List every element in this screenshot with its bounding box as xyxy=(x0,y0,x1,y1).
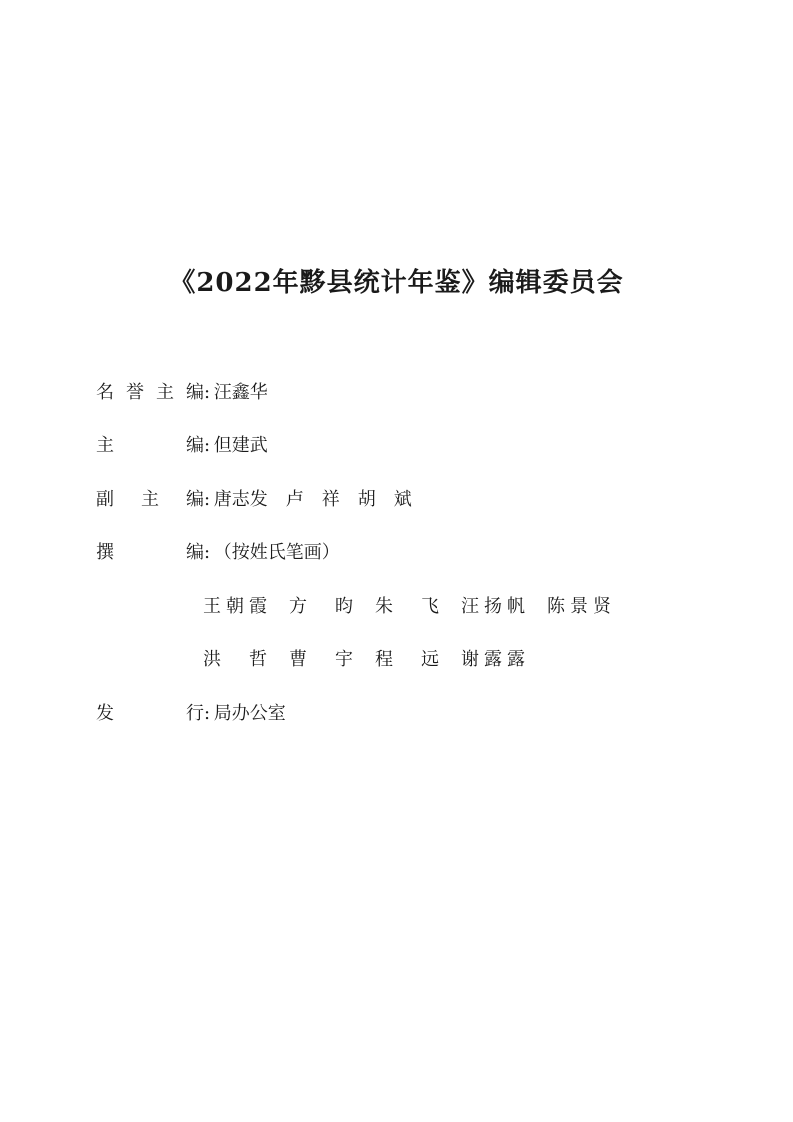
publisher-label: 发行 xyxy=(96,703,204,724)
writer-name: 谢露露 xyxy=(461,649,525,670)
honorary-editor-value: 汪鑫华 xyxy=(213,382,268,403)
chief-editor-value: 但建武 xyxy=(213,435,268,456)
colon: : xyxy=(204,703,211,724)
writers-label: 撰编 xyxy=(96,542,204,563)
writers-row xyxy=(96,541,340,565)
writer-name: 汪扬帆 xyxy=(461,596,525,617)
publisher-value: 局办公室 xyxy=(213,703,286,724)
colon: : xyxy=(204,489,211,510)
writers-names-row-2 xyxy=(203,648,525,672)
writers-names-row-1 xyxy=(203,595,611,619)
chief-editor-row xyxy=(96,434,268,458)
honorary-editor-label: 名誉主编 xyxy=(96,382,204,403)
colon: : xyxy=(204,542,211,563)
writer-name: 陈景贤 xyxy=(547,596,611,617)
colon: : xyxy=(204,382,211,403)
page-title: 《2022年黟县统计年鉴》编辑委员会 xyxy=(169,268,624,298)
honorary-editor-row xyxy=(96,381,268,405)
writer-name: 方 昀 xyxy=(289,596,353,617)
writer-name: 曹 宇 xyxy=(289,649,353,670)
deputy-editor-label: 副主编 xyxy=(96,489,204,510)
deputy-editor-value: 唐志发 卢 祥 胡 斌 xyxy=(213,489,412,510)
chief-editor-label: 主编 xyxy=(96,435,204,456)
writer-name: 朱 飞 xyxy=(375,596,439,617)
writer-name: 程 远 xyxy=(375,649,439,670)
writer-name: 王朝霞 xyxy=(203,596,267,617)
colon: : xyxy=(204,435,211,456)
deputy-editor-row xyxy=(96,488,412,512)
writers-note: （按姓氏笔画） xyxy=(213,542,340,563)
writer-name: 洪 哲 xyxy=(203,649,267,670)
publisher-row xyxy=(96,702,286,726)
